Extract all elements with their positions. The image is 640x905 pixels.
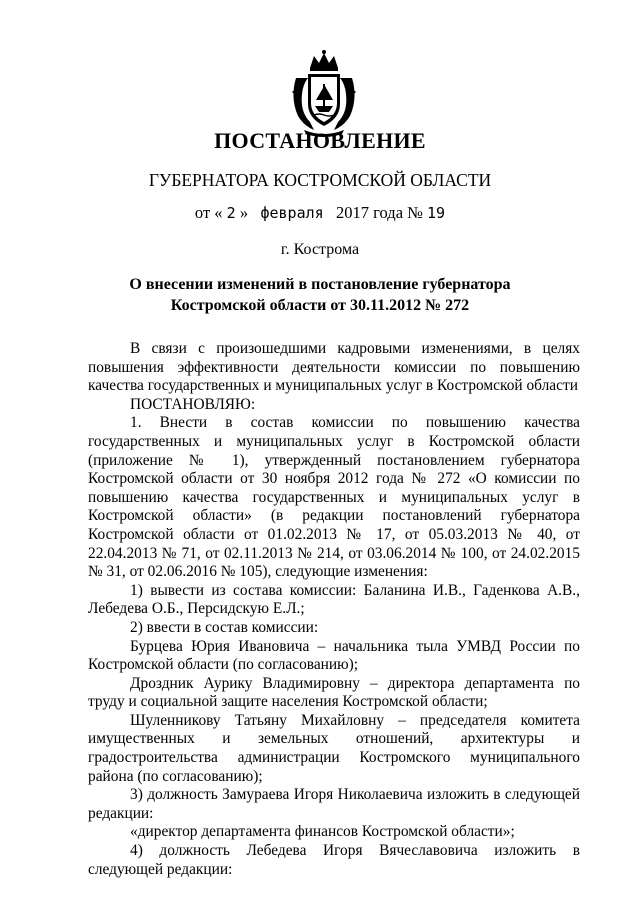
body-paragraph-resolve: ПОСТАНОВЛЯЮ: xyxy=(130,395,256,413)
coat-of-arms-emblem xyxy=(288,48,360,138)
document-subject xyxy=(60,274,580,316)
body-paragraph-subitem-3: 3) должность Замураева Игоря Николаевича изложить в следующей редакции: xyxy=(88,786,580,822)
date-year: 2017 года № xyxy=(336,203,423,222)
body-paragraph-member-burtsev: Бурцева Юрия Ивановича – начальника тыла УМВД России по Костромской области (по согласованию); xyxy=(88,637,580,674)
date-month: февраля xyxy=(260,204,324,222)
subject-line-1: О внесении изменений в постановление губернатора xyxy=(129,276,511,293)
document-body xyxy=(88,340,580,879)
date-prefix: от « xyxy=(194,203,223,222)
body-paragraph-subitem-4: 4) должность Лебедева Игоря Вячеславовича изложить в следующей редакции: xyxy=(88,842,580,878)
date-closing-quote: » xyxy=(239,203,249,222)
body-paragraph-member-drozdnik: Дроздник Аурику Владимировну – директора департамента по труду и социальной защите населения Костромской области; xyxy=(88,674,580,711)
body-paragraph-item-1: 1. Внести в состав комиссии по повышению качества государственных и муниципальных услуг в Костромской области (приложение № 1), утвержденный постановлением губернатора Костромской области от 30 ноября 2012 года № 272 «О комиссии по повышению качества государственных и муниципальных услуг в Костромской области» (в редакции постановлений губернатора Костромской области от 01.02.2013 № 17, от 05.03.2013 № 40, от 22.04.2013 № 71, от 02.11.2013 № 214, от 03.06.2014 № 100, от 24.02.2015 № 31, от 02.06.2016 № 105), следующие изменения: xyxy=(88,414,580,581)
document-type-title: ПОСТАНОВЛЕНИЕ xyxy=(214,128,426,153)
subject-line-2: Костромской области от 30.11.2012 № 272 xyxy=(170,297,470,314)
body-paragraph-subitem-1: 1) вывести из состава комиссии: Баланина И.В., Гаденкова А.В., Лебедева О.Б., Персидскую Е.Л.; xyxy=(88,581,580,618)
date-day: 2 xyxy=(226,204,236,222)
issuing-authority: ГУБЕРНАТОРА КОСТРОМСКОЙ ОБЛАСТИ xyxy=(148,170,492,190)
document-city: г. Кострома xyxy=(280,241,360,258)
body-paragraph-quote-finance: «директор департамента финансов Костромской области»; xyxy=(130,823,515,841)
body-paragraph-member-shulennikova: Шуленникову Татьяну Михайловну – председателя комитета имущественных и земельных отношений, архитектуры и градостроительства администрации Костромского муниципального района (по согласованию); xyxy=(88,711,580,785)
body-paragraph-preamble: В связи с произошедшими кадровыми изменениями, в целях повышения эффективности деятельности комиссии по повышению качества государственных и муниципальных услуг в Костромской области xyxy=(88,340,580,395)
document-date-line xyxy=(60,203,580,223)
body-paragraph-subitem-2: 2) ввести в состав комиссии: xyxy=(130,618,319,636)
document-number: 19 xyxy=(427,204,446,222)
